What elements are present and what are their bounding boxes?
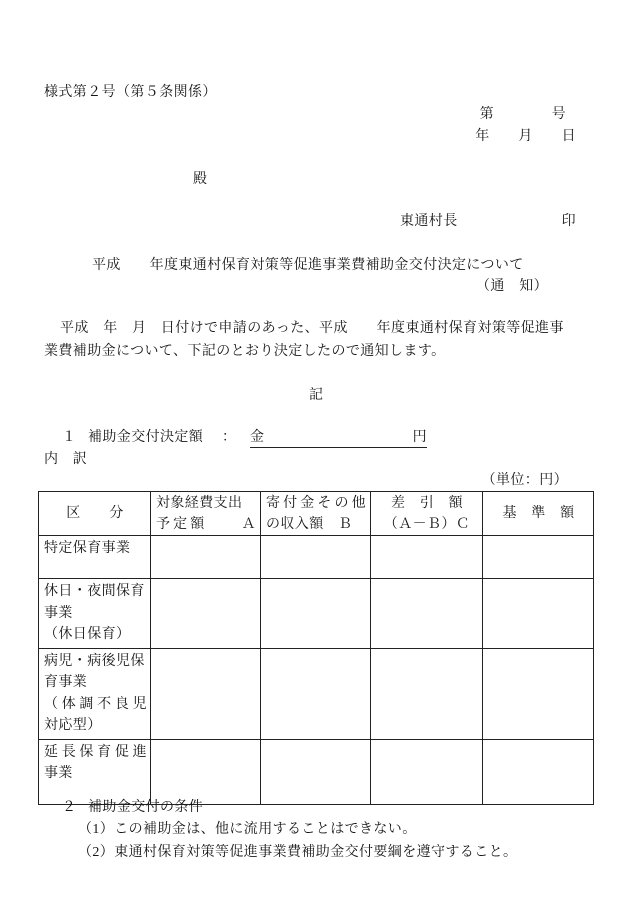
- item2-label: 補助金交付の条件: [88, 800, 204, 815]
- row-label-holiday-night-childcare: [39, 579, 151, 649]
- header-difference-line2: （Ａ－Ｂ）Ｃ: [383, 516, 471, 532]
- row-label-line: 病児・病後児保: [44, 653, 145, 669]
- header-donation-income-line1: 寄付金その他: [266, 495, 366, 511]
- document-date: 年 月 日: [475, 129, 576, 144]
- table-row: [39, 648, 594, 739]
- row-label-line: 育事業: [44, 675, 88, 690]
- cell-standard-amount: [483, 579, 594, 649]
- header-standard-amount-text: 基 準 額: [502, 506, 575, 521]
- header-difference-line1: 差 引 額: [391, 495, 463, 511]
- breakdown-label: 内 訳: [44, 452, 88, 467]
- row-label-extended-childcare: [39, 739, 151, 804]
- row-label-line: （休日保育）: [44, 627, 131, 642]
- header-planned-expense: [151, 492, 261, 536]
- amount-suffix: 円: [412, 430, 427, 445]
- cell-difference: [371, 648, 483, 739]
- row-label-sick-child-care: [39, 648, 151, 739]
- table-row: [39, 536, 594, 579]
- cell-planned-expense: [151, 648, 261, 739]
- cell-difference: [371, 536, 483, 579]
- body-line-1: 平成 年 月 日付けで申請のあった、平成 年度東通村保育対策等促進事: [60, 321, 564, 336]
- row-label-line: 事業: [44, 766, 73, 781]
- cell-donation-income: [261, 536, 371, 579]
- header-donation-income: [261, 492, 371, 536]
- row-label-line: 対応型）: [44, 718, 102, 733]
- breakdown-table: [38, 491, 594, 805]
- form-label: 様式第２号（第５条関係）: [44, 85, 217, 100]
- cell-donation-income: [261, 579, 371, 649]
- header-difference: [371, 492, 483, 536]
- table-row: [39, 739, 594, 804]
- ki-heading: 記: [309, 388, 324, 403]
- addressee-honorific: 殿: [193, 172, 208, 187]
- grant-amount-field: [250, 428, 427, 448]
- seal-mark: 印: [561, 214, 576, 229]
- document-title-note: （通 知）: [476, 279, 548, 294]
- cell-difference: [371, 579, 483, 649]
- row-label-line: （体調不良児: [44, 696, 147, 712]
- table-header-row: [39, 492, 594, 536]
- document-number: 第 号: [479, 107, 566, 122]
- amount-prefix: 金: [250, 430, 265, 445]
- header-donation-income-line2: の収入額 Ｂ: [266, 516, 353, 532]
- cell-standard-amount: [483, 739, 594, 804]
- cell-standard-amount: [483, 648, 594, 739]
- item1-colon: ：: [222, 430, 237, 445]
- header-standard-amount: [483, 492, 594, 536]
- item1-number: １: [62, 430, 77, 445]
- cell-standard-amount: [483, 536, 594, 579]
- row-label-line: 延長保育促進: [44, 744, 147, 760]
- table-row: [39, 579, 594, 649]
- item1-label: 補助金交付決定額: [88, 430, 204, 445]
- issuer-name: 東通村長: [400, 214, 458, 229]
- cell-planned-expense: [151, 579, 261, 649]
- header-category-text: 区 分: [66, 506, 124, 521]
- header-planned-expense-line1: 対象経費支出: [156, 495, 243, 511]
- condition-1: （1）この補助金は、他に流用することはできない。: [78, 822, 417, 837]
- cell-donation-income: [261, 648, 371, 739]
- row-label-specific-childcare: [39, 536, 151, 579]
- cell-planned-expense: [151, 536, 261, 579]
- body-line-2: 業費補助金について、下記のとおり決定したので通知します。: [44, 344, 446, 359]
- cell-donation-income: [261, 739, 371, 804]
- row-label-line: 事業: [44, 605, 73, 621]
- cell-planned-expense: [151, 739, 261, 804]
- cell-difference: [371, 739, 483, 804]
- condition-2: （2）東通村保育対策等促進事業費補助金交付要綱を遵守すること。: [78, 845, 518, 860]
- header-planned-expense-line2: 予定額 Ａ: [156, 516, 256, 532]
- item2-number: ２: [62, 800, 77, 815]
- unit-note: （単位：円）: [481, 473, 568, 488]
- header-category: [39, 492, 151, 536]
- row-label-line: 休日・夜間保育: [44, 584, 145, 599]
- row-label-line: 特定保育事業: [44, 541, 131, 556]
- document-title: 平成 年度東通村保育対策等促進事業費補助金交付決定について: [92, 258, 524, 273]
